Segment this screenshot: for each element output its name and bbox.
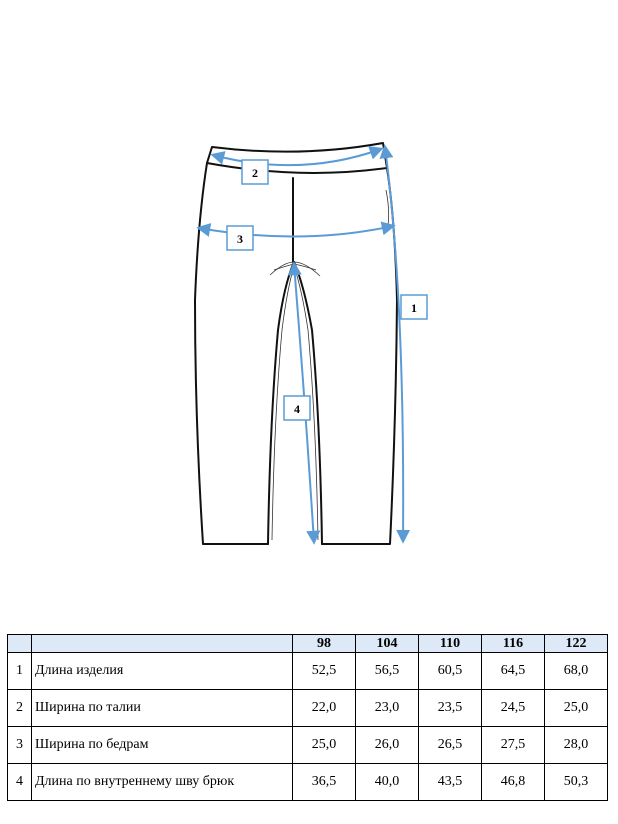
row-name: Ширина по талии bbox=[32, 690, 293, 727]
table-row bbox=[8, 727, 608, 764]
table-row bbox=[8, 690, 608, 727]
row-value: 23,5 bbox=[419, 690, 482, 727]
row-value: 64,5 bbox=[482, 653, 545, 690]
svg-text:4: 4 bbox=[294, 402, 300, 416]
table-header-row bbox=[8, 635, 608, 653]
row-number: 4 bbox=[8, 764, 32, 801]
row-value: 50,3 bbox=[545, 764, 608, 801]
header-size: 110 bbox=[419, 635, 482, 653]
row-value: 28,0 bbox=[545, 727, 608, 764]
header-blank-name bbox=[32, 635, 293, 653]
header-size: 98 bbox=[293, 635, 356, 653]
waistband bbox=[207, 143, 387, 173]
header-size: 116 bbox=[482, 635, 545, 653]
row-value: 24,5 bbox=[482, 690, 545, 727]
callout-1 bbox=[401, 295, 427, 319]
header-blank-num bbox=[8, 635, 32, 653]
row-value: 26,5 bbox=[419, 727, 482, 764]
row-name: Длина изделия bbox=[32, 653, 293, 690]
row-value: 23,0 bbox=[356, 690, 419, 727]
header-size: 122 bbox=[545, 635, 608, 653]
row-value: 52,5 bbox=[293, 653, 356, 690]
left-outer-seam bbox=[195, 163, 268, 544]
measurement-arrows bbox=[199, 147, 403, 542]
row-value: 40,0 bbox=[356, 764, 419, 801]
row-value: 27,5 bbox=[482, 727, 545, 764]
callout-4 bbox=[284, 396, 310, 420]
row-name: Ширина по бедрам bbox=[32, 727, 293, 764]
arrow-length bbox=[385, 147, 403, 541]
svg-text:2: 2 bbox=[252, 166, 258, 180]
row-value: 68,0 bbox=[545, 653, 608, 690]
row-value: 60,5 bbox=[419, 653, 482, 690]
table-row bbox=[8, 764, 608, 801]
header-size: 104 bbox=[356, 635, 419, 653]
row-value: 46,8 bbox=[482, 764, 545, 801]
callout-2 bbox=[242, 160, 268, 184]
row-value: 43,5 bbox=[419, 764, 482, 801]
row-value: 56,5 bbox=[356, 653, 419, 690]
row-value: 25,0 bbox=[545, 690, 608, 727]
callout-3 bbox=[227, 226, 253, 250]
row-number: 3 bbox=[8, 727, 32, 764]
row-number: 2 bbox=[8, 690, 32, 727]
table-row bbox=[8, 653, 608, 690]
stitch-lines bbox=[270, 190, 389, 540]
row-number: 1 bbox=[8, 653, 32, 690]
right-outer-seam bbox=[322, 168, 397, 544]
row-name: Длина по внутреннему шву брюк bbox=[32, 764, 293, 801]
row-value: 36,5 bbox=[293, 764, 356, 801]
row-value: 25,0 bbox=[293, 727, 356, 764]
svg-text:3: 3 bbox=[237, 232, 243, 246]
trousers-outline bbox=[195, 143, 397, 544]
svg-text:1: 1 bbox=[411, 301, 417, 315]
row-value: 22,0 bbox=[293, 690, 356, 727]
row-value: 26,0 bbox=[356, 727, 419, 764]
size-table bbox=[7, 634, 608, 801]
